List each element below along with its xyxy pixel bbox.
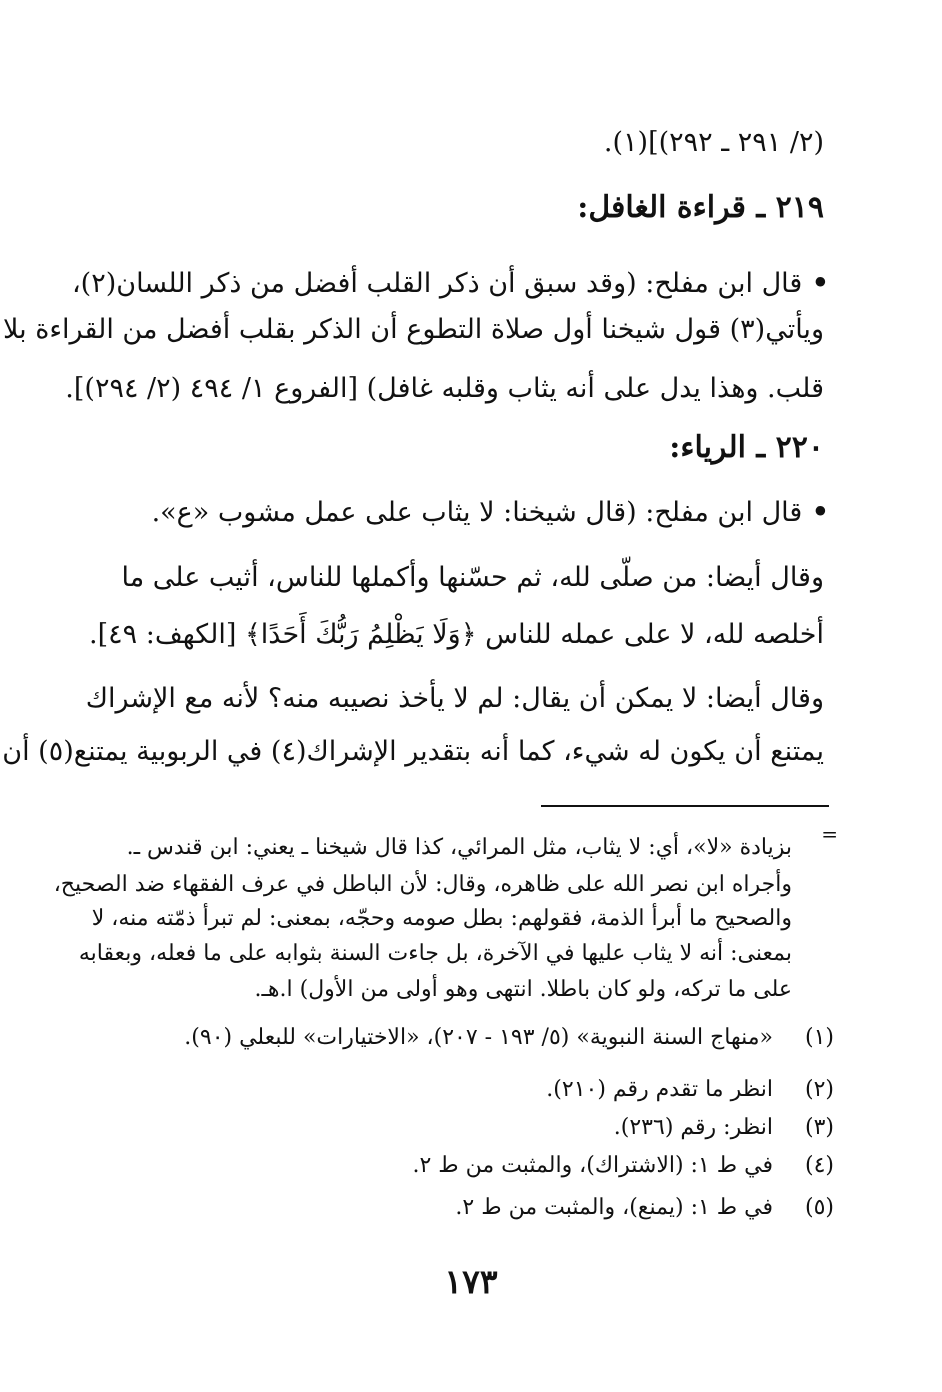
paragraph-line: ويأتي(٣) قول شيخنا أول صلاة التطوع أن الذكر بقلب أفضل من القراءة بلا	[3, 314, 824, 345]
paragraph-line: • قال ابن مفلح: (وقد سبق أن ذكر القلب أفضل من ذكر اللسان(٢)،	[78, 267, 829, 301]
paragraph-line: أخلصه لله، لا على عمله للناس ﴿وَلَا يَظْلِمُ رَبُّكَ أَحَدًا﴾ [الكهف: ٤٩].	[89, 619, 824, 650]
paragraph-line: يمتنع أن يكون له شيء، كما أنه بتقدير الإشراك(٤) في الربوبية يمتنع(٥) أن	[2, 736, 824, 767]
footnote-number: (٣)	[804, 1115, 834, 1140]
footnote-item	[78, 1114, 834, 1142]
footnote-item	[78, 1152, 834, 1180]
footnote-continuation-line: بمعنى: أنه لا يثاب عليها في الآخرة، بل جاءت السنة بثوابه على ما فعله، وبعقابه	[78, 941, 792, 966]
footnote-text: انظر ما تقدم رقم (٢١٠).	[546, 1077, 773, 1102]
page-number: ١٧٣	[444, 1262, 498, 1301]
footnote-continuation-line: والصحيح ما أبرأ الذمة، فقولهم: بطل صومه وحجّه، بمعنى: لم تبرأ ذمّته منه، لا	[91, 906, 792, 931]
section-heading-220: ٢٢٠ ـ الرياء:	[669, 430, 824, 465]
footnote-item	[78, 1194, 834, 1222]
footnote-text: انظر: رقم (٢٣٦).	[613, 1115, 773, 1140]
top-reference-line: (٢/ ٢٩١ ـ ٢٩٢)](١).	[603, 127, 824, 158]
paragraph-line: • قال ابن مفلح: (قال شيخنا: لا يثاب على عمل مشوب «ع».	[78, 496, 829, 530]
section-heading-219: ٢١٩ ـ قراءة الغافل:	[577, 190, 824, 225]
paragraph-line: وقال أيضا: لا يمكن أن يقال: لم لا يأخذ نصيبه منه؟ لأنه مع الإشراك	[85, 683, 824, 714]
paragraph-line: وقال أيضا: من صلّى لله، ثم حسّنها وأكملها للناس، أثيب على ما	[121, 562, 824, 593]
footnote-separator	[541, 805, 829, 807]
footnote-continuation-line: بزيادة «لا»، أي: لا يثاب، مثل المرائي، كذا قال شيخنا ـ يعني: ابن قندس ـ.	[126, 835, 792, 860]
footnote-item	[78, 1076, 834, 1104]
footnote-continuation-line: وأجراه ابن نصر الله على ظاهره، وقال: لأن الباطل في عرف الفقهاء ضد الصحيح،	[53, 872, 792, 897]
footnote-text: في ط ١: (يمنع)، والمثبت من ط ٢.	[455, 1195, 773, 1220]
footnote-number: (١)	[804, 1025, 834, 1050]
footnote-continuation-mark: =	[821, 822, 838, 846]
footnote-text: «منهاج السنة النبوية» (٥/ ١٩٣ - ٢٠٧)، «الاختيارات» للبعلي (٩٠).	[184, 1025, 773, 1050]
footnote-continuation-line: على ما تركه، ولو كان باطلا. انتهى وهو أولى من الأول) ا.هـ.	[254, 977, 792, 1002]
footnote-number: (٢)	[804, 1077, 834, 1102]
paragraph-line: قلب. وهذا يدل على أنه يثاب وقلبه غافل) [الفروع ١/ ٤٩٤ (٢/ ٢٩٤)].	[65, 373, 824, 404]
footnote-text: في ط ١: (الاشتراك)، والمثبت من ط ٢.	[412, 1153, 773, 1178]
footnote-number: (٥)	[804, 1195, 834, 1220]
footnote-item	[78, 1024, 834, 1052]
footnote-number: (٤)	[804, 1153, 834, 1178]
